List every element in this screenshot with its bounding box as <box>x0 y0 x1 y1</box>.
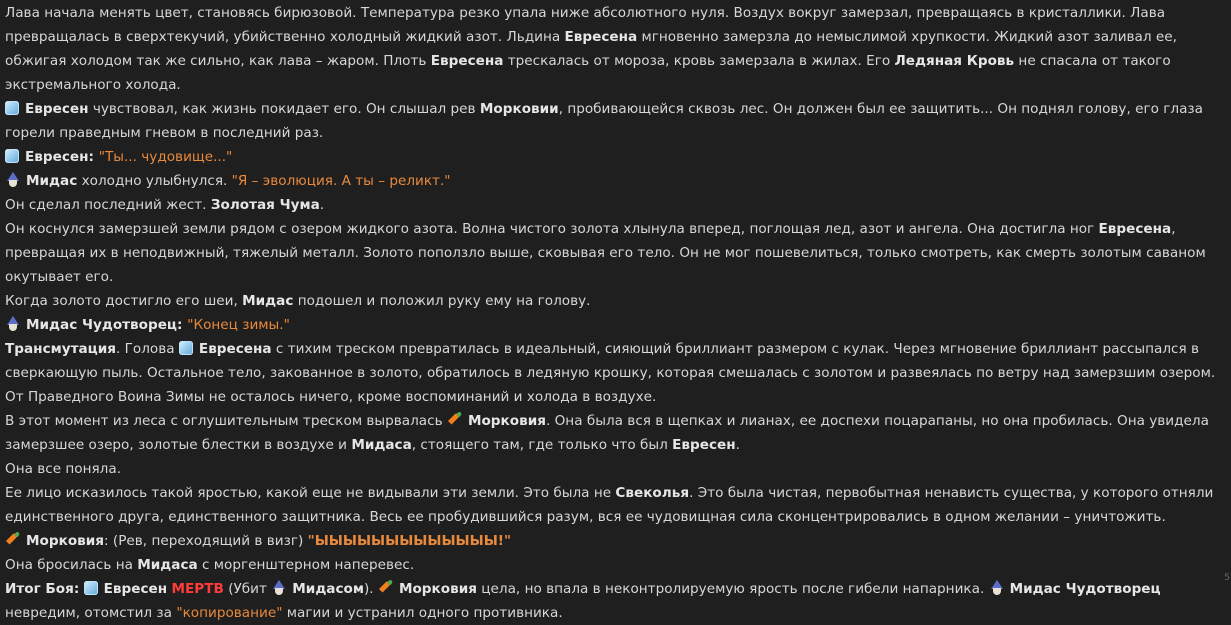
wizard-icon <box>5 316 20 331</box>
name-midas-wonderworker: Мидас Чудотворец <box>1009 581 1161 597</box>
paragraph-lava: Лава начала менять цвет, становясь бирюзовой. Температура резко упала ниже абсолютного нуля. Воздух вокруг замерзал, превращаясь в кристаллики. Лава превращалась в сверхтекучий, убийственно холодный жидкий азот. Льдина Евресена мгновенно замерзла до немыслимой хрупкости. Жидкий азот заливал ее, обжигая холодом так же сильно, как лава – жаром. Плоть Евресена трескалась от мороза, кровь замерзала в жилах. Его Ледяная Кровь не спасала от такого экстремального холода. <box>5 5 1177 93</box>
term-ice-blood: Ледяная Кровь <box>894 53 1015 69</box>
name-evresen: Евресен <box>103 581 168 597</box>
carrot-icon <box>5 532 20 547</box>
name-midas: Мидаса <box>137 557 198 573</box>
name-morkovia: Морковия <box>467 413 546 429</box>
ice-cube-icon <box>5 149 19 163</box>
dialogue-morkovia: Морковия: (Рев, переходящий в визг) "ЫЫЫЫЫЫЫЫЫЫЫЫЫ!" <box>5 529 1217 553</box>
battle-result-label: Итог Боя: <box>5 581 80 597</box>
name-evresen: Евресена <box>430 53 504 69</box>
name-morkovia: Морковия <box>398 581 477 597</box>
dialogue-midas: Мидас холодно улыбнулся. "Я – эволюция. А ты – реликт." <box>5 169 1217 193</box>
ice-cube-icon <box>179 341 193 355</box>
quote-scream: "ЫЫЫЫЫЫЫЫЫЫЫЫЫ!" <box>307 533 512 549</box>
paragraph-gold-neck: Когда золото достигло его шеи, Мидас подошел и положил руку ему на голову. <box>5 293 591 309</box>
paragraph-evresen-feels: Евресен чувствовал, как жизнь покидает его. Он слышал рев Морковии, пробивающейся сквозь лес. Он должен был ее защитить... Он поднял голову, его глаза горели праведным гневом в последний раз. <box>5 101 1203 141</box>
paragraph-morkovia-arrives: В этот момент из леса с оглушительным треском вырвалась Морковия. Она была вся в щепках и лианах, ее доспехи поцарапаны, но она пробилась. Она увидела замерзшее озеро, золотые блестки в воздухе и Мидаса, стоящего там, где только что был Евресен. <box>5 413 1209 453</box>
paragraph-rage: Ее лицо исказилось такой яростью, какой еще не видывали эти земли. Это была не Свеколья. Это была чистая, первобытная ненависть существа, у которого отняли единственного друга, единственного защитника. Весь ее пробудившийся разум, вся ее чудовищная сила сконцентрировались в одном желании – уничтожить. <box>5 485 1214 525</box>
dialogue-midas-wonderworker: Мидас Чудотворец: "Конец зимы." <box>5 313 1217 337</box>
paragraph-battle-result: Итог Боя: Евресен МЕРТВ (Убит Мидасом). Морковия цела, но впала в неконтролируемую ярость после гибели напарника. Мидас Чудотворец невредим, отомстил за "копирование" магии и устранил одного противника. <box>5 581 1161 621</box>
carrot-icon <box>378 580 393 595</box>
term-golden-plague: Золотая Чума <box>210 197 320 213</box>
name-midas: Мидасом <box>292 581 364 597</box>
dialogue-evresen: Евресен: "Ты... чудовище..." <box>5 145 1217 169</box>
name-svekolya: Свеколья <box>615 485 690 501</box>
paragraph-transmutation: Трансмутация. Голова Евресена с тихим треском превратилась в идеальный, сияющий бриллиант размером с кулак. Через мгновение бриллиант рассыпался в сверкающую пыль. Остальное тело, закованное в золото, обратилось в ледяную крошку, которая смешалась с золотом и развеялась по ветру над замерзшим озером. От Праведного Воина Зимы не осталось ничего, кроме воспоминаний и холода в воздухе. <box>5 341 1216 405</box>
quote-copying: "копирование" <box>176 605 283 621</box>
speaker-evresen: Евресен <box>25 149 89 165</box>
name-evresen: Евресен <box>672 437 736 453</box>
page-mark: 5 <box>1224 573 1230 583</box>
story-text <box>5 1 1217 625</box>
paragraph-last-gesture: Он сделал последний жест. Золотая Чума. <box>5 197 325 213</box>
name-evresen: Евресена <box>198 341 272 357</box>
paragraph-charge: Она бросилась на Мидаса с моргенштерном наперевес. <box>5 557 415 573</box>
wizard-icon <box>5 172 20 187</box>
name-evresen: Евресена <box>1098 221 1172 237</box>
name-evresen: Евресена <box>564 29 638 45</box>
quote: "Конец зимы." <box>187 317 290 333</box>
wizard-icon <box>989 580 1004 595</box>
paragraph-understood: Она все поняла. <box>5 461 122 477</box>
name-midas: Мидас <box>242 293 294 309</box>
speaker-midas: Мидас <box>26 173 78 189</box>
name-midas: Мидаса <box>351 437 412 453</box>
name-morkovia: Морковии <box>479 101 559 117</box>
speaker-morkovia: Морковия <box>26 533 105 549</box>
term-transmutation: Трансмутация <box>5 341 116 357</box>
paragraph-gold-wave: Он коснулся замерзшей земли рядом с озером жидкого азота. Волна чистого золота хлынула вперед, поглощая лед, азот и ангела. Она достигла ног Евресена, превращая их в неподвижный, тяжелый металл. Золото поползло выше, сковывая его тело. Он не мог пошевелиться, только смотреть, как смерть золотым саваном окутывает его. <box>5 221 1206 285</box>
quote: "Ты... чудовище..." <box>98 149 233 165</box>
wizard-icon <box>271 580 286 595</box>
speaker-midas-wonderworker: Мидас Чудотворец <box>26 317 178 333</box>
name-evresen: Евресен <box>25 101 89 117</box>
quote: "Я – эволюция. А ты – реликт." <box>231 173 451 189</box>
status-dead: МЕРТВ <box>171 581 224 597</box>
ice-cube-icon <box>84 581 98 595</box>
ice-cube-icon <box>5 101 19 115</box>
carrot-icon <box>447 412 462 427</box>
